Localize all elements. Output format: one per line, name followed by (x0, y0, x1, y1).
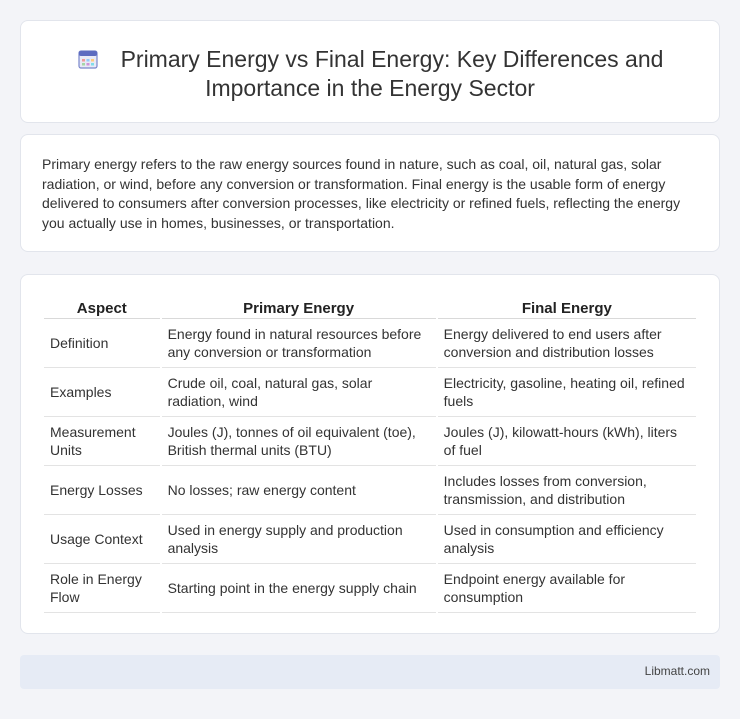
table-row (44, 515, 696, 564)
row-final: Endpoint energy available for consumption (438, 564, 696, 613)
row-final: Electricity, gasoline, heating oil, refined fuels (438, 368, 696, 417)
calendar-icon (77, 48, 99, 70)
row-final: Energy delivered to end users after conversion and distribution losses (438, 319, 696, 368)
table-row (44, 417, 696, 466)
row-final: Joules (J), kilowatt-hours (kWh), liters of fuel (438, 417, 696, 466)
row-aspect: Definition (44, 319, 160, 368)
comparison-card (20, 274, 720, 634)
row-aspect: Measurement Units (44, 417, 160, 466)
footer-bar (20, 655, 720, 689)
page-title (21, 45, 719, 103)
page-title-text: Primary Energy vs Final Energy: Key Differences and Importance in the Energy Sector (120, 46, 664, 101)
row-aspect: Role in Energy Flow (44, 564, 160, 613)
header-aspect: Aspect (44, 297, 160, 319)
row-primary: Used in energy supply and production analysis (162, 515, 436, 564)
header-final-energy: Final Energy (438, 297, 696, 319)
intro-card (20, 134, 720, 252)
table-header-row (44, 297, 696, 319)
row-aspect: Energy Losses (44, 466, 160, 515)
row-aspect: Examples (44, 368, 160, 417)
row-final: Includes losses from conversion, transmission, and distribution (438, 466, 696, 515)
row-final: Used in consumption and efficiency analysis (438, 515, 696, 564)
table-row (44, 368, 696, 417)
footer-brand[interactable]: Libmatt.com (644, 664, 710, 678)
comparison-table (42, 297, 698, 613)
table-row (44, 466, 696, 515)
row-primary: Starting point in the energy supply chain (162, 564, 436, 613)
row-primary: No losses; raw energy content (162, 466, 436, 515)
intro-paragraph: Primary energy refers to the raw energy sources found in nature, such as coal, oil, natural gas, solar radiation, or wind, before any conversion or transformation. Final energy is the usable form of energy delivered to consumers after conversion processes, like electricity or refined fuels, reflecting the energy you actually use in homes, businesses, or transportation. (42, 156, 681, 231)
row-primary: Crude oil, coal, natural gas, solar radiation, wind (162, 368, 436, 417)
row-primary: Joules (J), tonnes of oil equivalent (toe), British thermal units (BTU) (162, 417, 436, 466)
row-aspect: Usage Context (44, 515, 160, 564)
header-primary-energy: Primary Energy (162, 297, 436, 319)
table-row (44, 319, 696, 368)
title-card (20, 20, 720, 123)
row-primary: Energy found in natural resources before any conversion or transformation (162, 319, 436, 368)
table-row (44, 564, 696, 613)
